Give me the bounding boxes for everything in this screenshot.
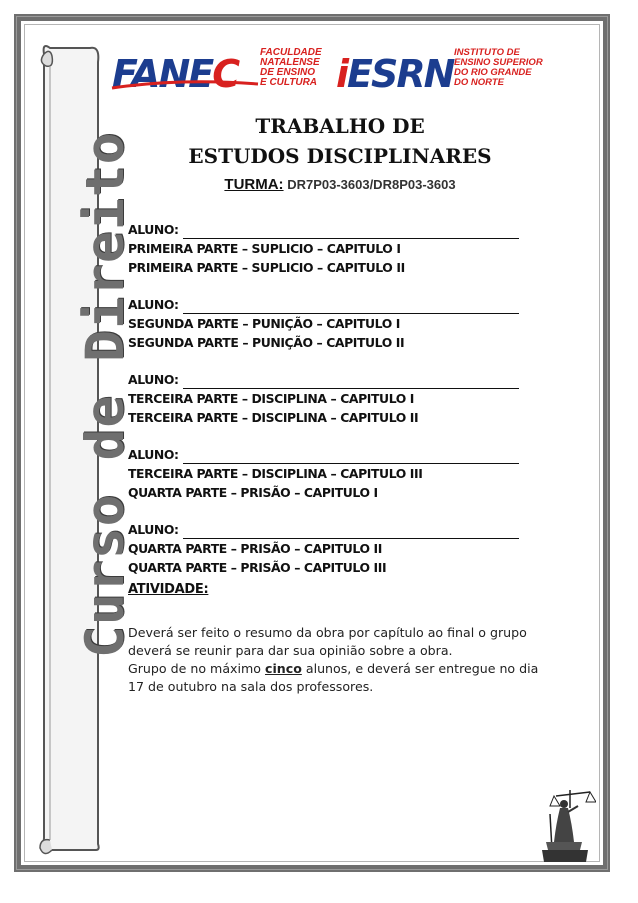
chapter-assignment: PRIMEIRA PARTE – SUPLICIO – CAPITULO II <box>128 260 405 275</box>
fanec-subtitle-line: NATALENSE <box>260 57 320 68</box>
chapter-assignment: PRIMEIRA PARTE – SUPLICIO – CAPITULO I <box>128 241 401 256</box>
aluno-label: ALUNO: <box>128 372 179 387</box>
chapter-assignment: TERCEIRA PARTE – DISCIPLINA – CAPITULO I <box>128 391 415 406</box>
turma-label: TURMA: <box>224 176 284 193</box>
turma <box>120 176 560 193</box>
chapter-assignment: QUARTA PARTE – PRISÃO – CAPITULO I <box>128 485 378 500</box>
iesrn-subtitle-line: INSTITUTO DE <box>454 47 520 58</box>
aluno-label: ALUNO: <box>128 297 179 312</box>
student-group <box>128 520 548 577</box>
aluno-name-field[interactable] <box>183 449 519 464</box>
aluno-name-field[interactable] <box>183 374 519 389</box>
fanec-logo-accent: C <box>212 52 239 96</box>
chapter-assignment: SEGUNDA PARTE – PUNIÇÃO – CAPITULO I <box>128 316 400 331</box>
atividade-text: Grupo de no máximo <box>128 661 265 676</box>
chapter-assignment: TERCEIRA PARTE – DISCIPLINA – CAPITULO II <box>128 410 419 425</box>
fanec-subtitle-line: E CULTURA <box>260 77 318 88</box>
student-group <box>128 445 548 502</box>
fanec-subtitle <box>260 48 330 88</box>
justice-statue-icon <box>540 784 596 864</box>
aluno-line <box>128 220 548 239</box>
student-group <box>128 370 548 427</box>
aluno-line <box>128 295 548 314</box>
chapter-assignment: SEGUNDA PARTE – PUNIÇÃO – CAPITULO II <box>128 335 405 350</box>
turma-code: DR7P03-3603/DR8P03-3603 <box>287 177 456 192</box>
atividade-paragraph: Deverá ser feito o resumo da obra por capítulo ao final o grupo deverá se reunir para dar sua opinião sobre a obra. <box>128 625 527 658</box>
aluno-line <box>128 445 548 464</box>
atividade-body <box>128 624 548 696</box>
aluno-line <box>128 370 548 389</box>
student-groups <box>128 220 548 595</box>
fanec-swoosh-icon <box>110 80 260 90</box>
chapter-assignment: QUARTA PARTE – PRISÃO – CAPITULO III <box>128 560 387 575</box>
iesrn-subtitle-line: ENSINO SUPERIOR <box>454 57 543 68</box>
aluno-name-field[interactable] <box>183 299 519 314</box>
aluno-name-field[interactable] <box>183 224 519 239</box>
iesrn-subtitle-line: DO RIO GRANDE <box>454 67 532 78</box>
iesrn-subtitle-line: DO NORTE <box>454 77 504 88</box>
atividade-paragraph <box>128 660 548 696</box>
aluno-label: ALUNO: <box>128 447 179 462</box>
aluno-name-field[interactable] <box>183 524 519 539</box>
student-group <box>128 220 548 277</box>
atividade-highlight: cinco <box>264 661 302 676</box>
scroll-title: Curso de Direito <box>75 131 136 658</box>
atividade-title: ATIVIDADE: <box>128 582 209 597</box>
fanec-subtitle-line: FACULDADE <box>260 47 322 58</box>
document-title-line2: ESTUDOS DISCIPLINARES <box>188 144 492 168</box>
aluno-label: ALUNO: <box>128 222 179 237</box>
fanec-logo-text: FANE <box>112 52 213 96</box>
iesrn-logo <box>336 52 453 96</box>
chapter-assignment: TERCEIRA PARTE – DISCIPLINA – CAPITULO III <box>128 466 423 481</box>
chapter-assignment: QUARTA PARTE – PRISÃO – CAPITULO II <box>128 541 382 556</box>
atividade-text: alunos, e deverá ser entregue no dia 17 de outubro na sala dos professores. <box>128 661 539 694</box>
iesrn-logo-text: ESRN <box>347 52 454 96</box>
header-logos <box>112 46 543 96</box>
side-scroll-banner <box>36 38 136 858</box>
aluno-line <box>128 520 548 539</box>
aluno-label: ALUNO: <box>128 522 179 537</box>
student-group <box>128 295 548 352</box>
fanec-subtitle-line: DE ENSINO <box>260 67 316 78</box>
document-title-line1: TRABALHO DE <box>255 114 425 138</box>
iesrn-subtitle <box>454 48 544 88</box>
iesrn-logo-accent: i <box>336 52 348 96</box>
